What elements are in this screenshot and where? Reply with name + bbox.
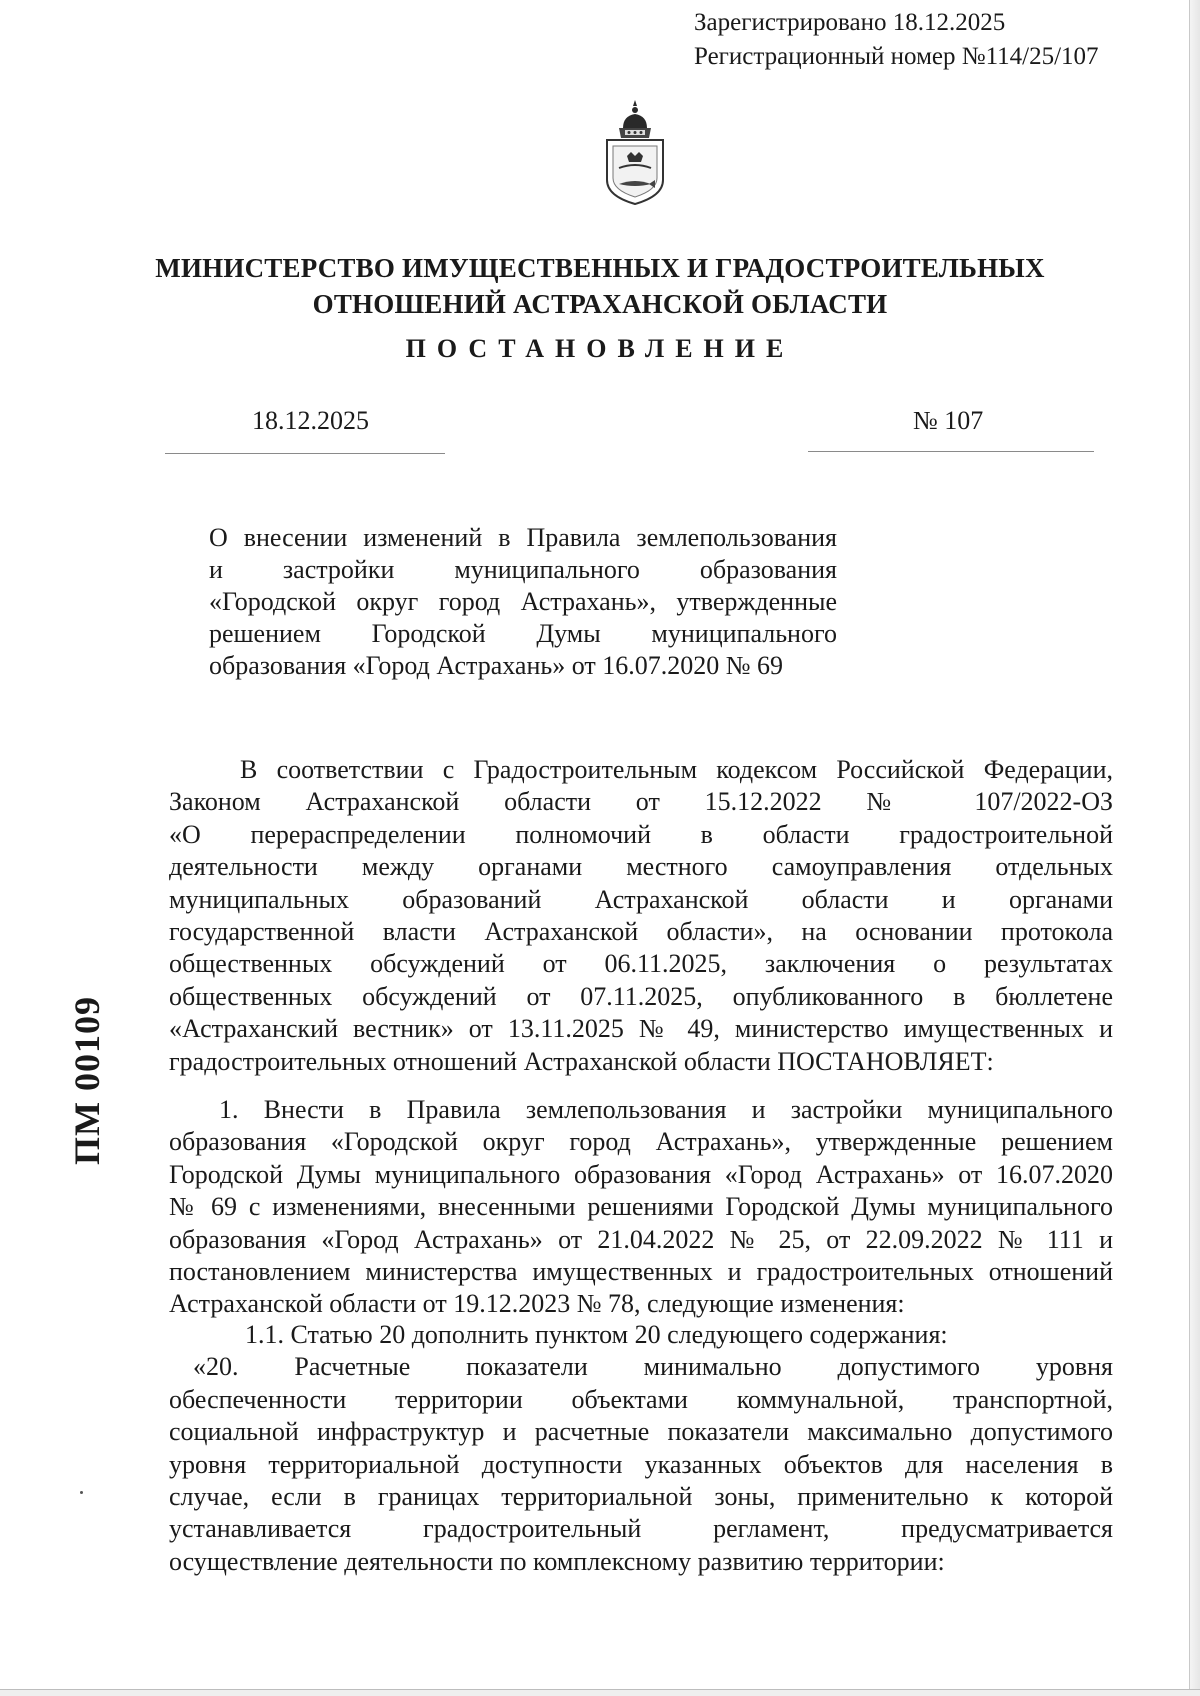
document-type-title: ПОСТАНОВЛЕНИЕ bbox=[405, 334, 795, 363]
text-line: общественных обсуждений от 06.11.2025, заключения о результатах bbox=[169, 949, 1113, 979]
text-line: Законом Астраханской области от 15.12.2022 № 107/2022-ОЗ bbox=[169, 787, 1113, 817]
text-line: государственной власти Астраханской области», на основании протокола bbox=[169, 916, 1113, 946]
ministry-title-line-2: ОТНОШЕНИЙ АСТРАХАНСКОЙ ОБЛАСТИ bbox=[312, 289, 888, 319]
text-line: муниципальных образований Астраханской области и органами bbox=[169, 884, 1113, 914]
text-line: уровня территориальной доступности указанных объектов для населения в bbox=[169, 1449, 1113, 1479]
text-line: образования «Город Астрахань» от 21.04.2022 № 25, от 22.09.2022 № 111 и bbox=[169, 1224, 1113, 1254]
text-line: обеспеченности территории объектами коммунальной, транспортной, bbox=[169, 1384, 1113, 1414]
text-line: 1. Внести в Правила землепользования и застройки муниципального bbox=[219, 1095, 1113, 1124]
text-line: образования «Городской округ город Астрахань», утвержденные решением bbox=[169, 1127, 1113, 1157]
scan-edge-bottom bbox=[0, 1689, 1200, 1696]
text-line: случае, если в границах территориальной зоны, применительно к которой bbox=[169, 1481, 1113, 1511]
text-line: деятельности между органами местного самоуправления отдельных bbox=[169, 852, 1113, 882]
text-line: градостроительных отношений Астраханской области ПОСТАНОВЛЯЕТ: bbox=[169, 1046, 994, 1076]
registration-date: Зарегистрировано 18.12.2025 bbox=[694, 9, 1006, 36]
ministry-title-line-1: МИНИСТЕРСТВО ИМУЩЕСТВЕННЫХ И ГРАДОСТРОИТЕЛЬНЫХ bbox=[155, 253, 1045, 283]
text-line: постановлением министерства имущественных и градостроительных отношений bbox=[169, 1256, 1113, 1286]
item-1-1-and-20-paragraph bbox=[169, 1319, 1113, 1578]
text-line: «Астраханский вестник» от 13.11.2025 № 49, министерство имущественных и bbox=[169, 1014, 1113, 1044]
document-date: 18.12.2025 bbox=[252, 406, 369, 435]
astrakhan-coat-of-arms-icon bbox=[601, 98, 669, 206]
number-underline bbox=[808, 451, 1094, 452]
item-1-1-line: 1.1. Статью 20 дополнить пунктом 20 следующего содержания: bbox=[245, 1320, 948, 1349]
text-line: устанавливается градостроительный регламент, предусматривается bbox=[169, 1514, 1113, 1544]
scan-speck bbox=[80, 1491, 83, 1494]
item-1-paragraph bbox=[169, 1094, 1113, 1321]
text-line: «О перераспределении полномочий в области градостроительной bbox=[169, 819, 1113, 849]
subject-line: образования «Город Астрахань» от 16.07.2020 № 69 bbox=[209, 651, 784, 680]
text-line: общественных обсуждений от 07.11.2025, опубликованного в бюллетене bbox=[169, 981, 1113, 1011]
text-line: «20. Расчетные показатели минимально допустимого уровня bbox=[193, 1352, 1113, 1382]
document-subject bbox=[209, 522, 837, 682]
scan-edge-right bbox=[1189, 0, 1200, 1696]
document-number: № 107 bbox=[913, 406, 984, 435]
date-underline bbox=[165, 453, 445, 454]
preamble-paragraph bbox=[169, 754, 1113, 1078]
side-stamp-code: ПМ 00109 bbox=[67, 996, 107, 1165]
subject-line: решением Городской Думы муниципального bbox=[209, 619, 837, 648]
text-line: Астраханской области от 19.12.2023 № 78, следующие изменения: bbox=[169, 1289, 905, 1319]
subject-line: и застройки муниципального образования bbox=[209, 555, 837, 584]
registration-block bbox=[694, 6, 1099, 74]
subject-line: О внесении изменений в Правила землепользования bbox=[209, 523, 837, 552]
text-line: Городской Думы муниципального образования «Город Астрахань» от 16.07.2020 bbox=[169, 1159, 1113, 1189]
ministry-title bbox=[0, 250, 1200, 322]
text-line: осуществление деятельности по комплексному развитию территории: bbox=[169, 1546, 945, 1576]
text-line: социальной инфраструктур и расчетные показатели максимально допустимого bbox=[169, 1417, 1113, 1447]
text-line: № 69 с изменениями, внесенными решениями Городской Думы муниципального bbox=[169, 1192, 1113, 1222]
registration-number: Регистрационный номер №114/25/107 bbox=[694, 43, 1099, 70]
text-line: В соответствии с Градостроительным кодексом Российской Федерации, bbox=[240, 755, 1113, 784]
subject-line: «Городской округ город Астрахань», утвержденные bbox=[209, 587, 837, 616]
